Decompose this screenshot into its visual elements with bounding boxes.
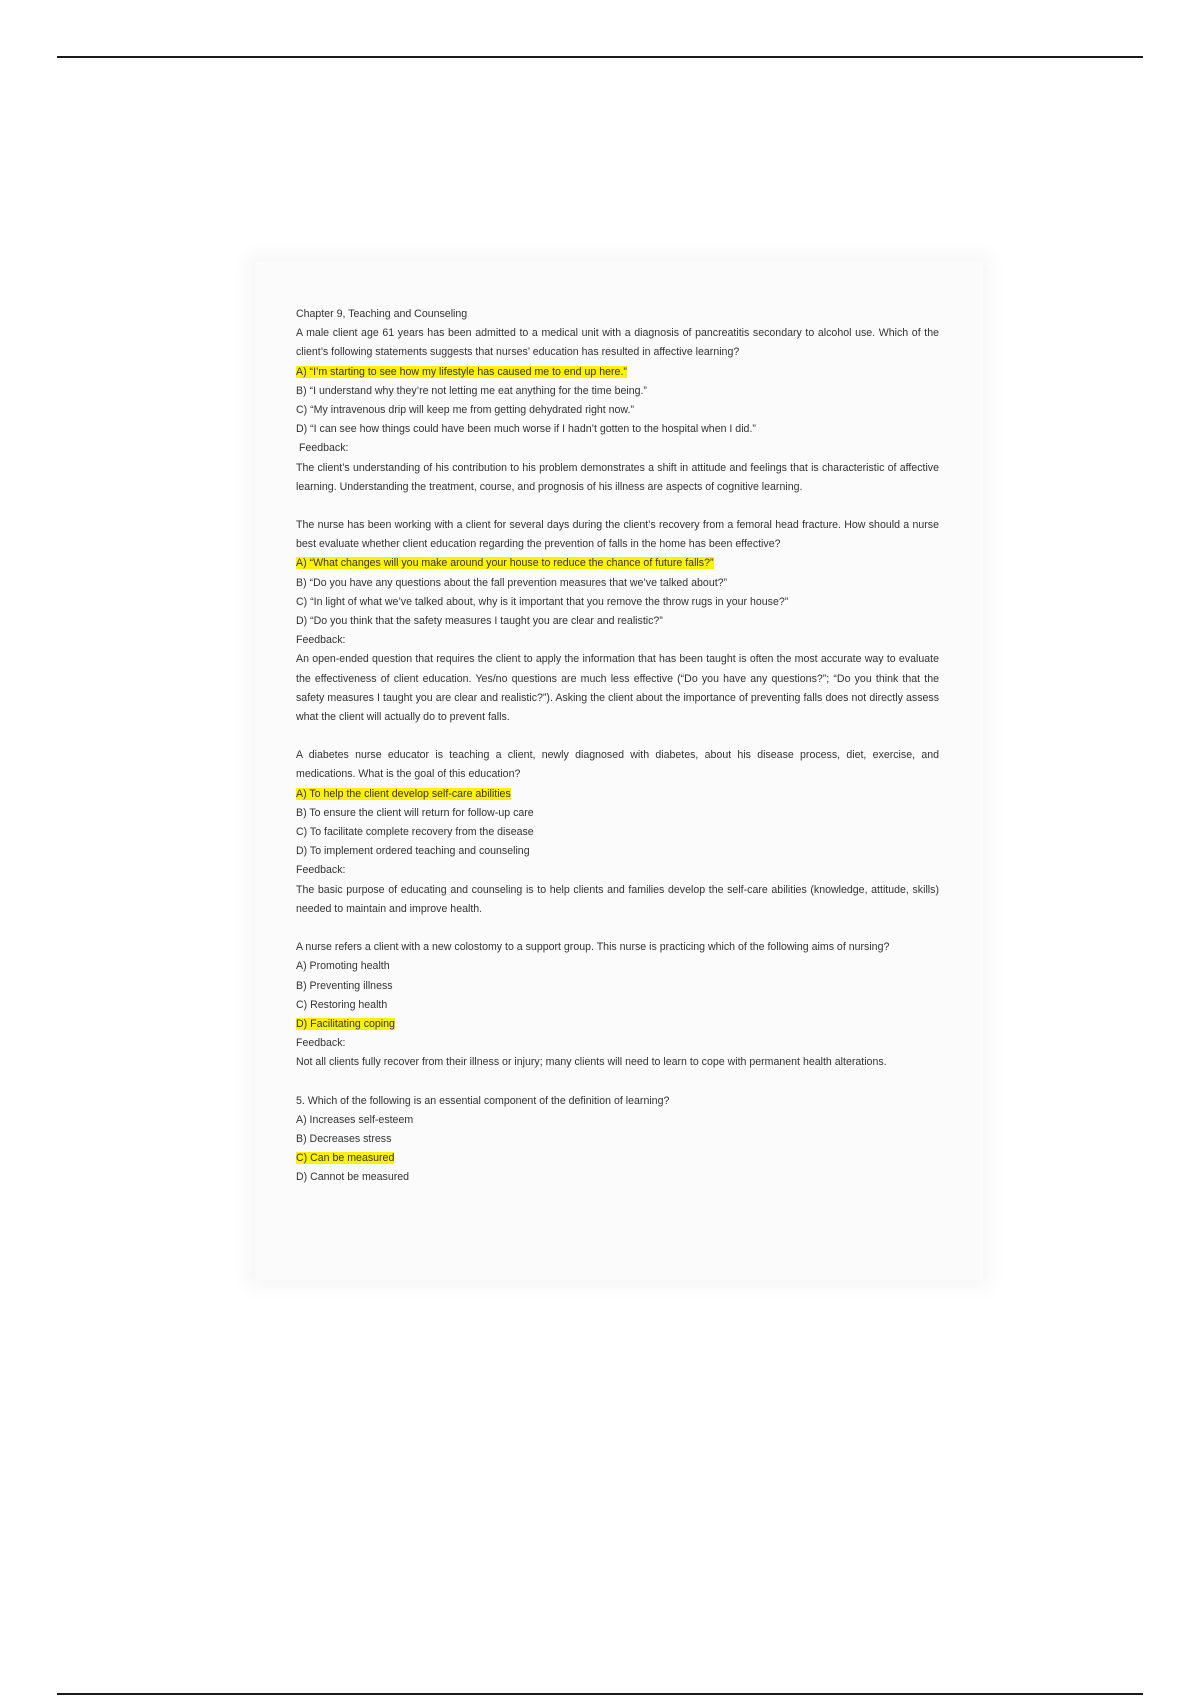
question-3-option-a-correct: A) To help the client develop self-care abilities [296,787,511,800]
question-5 [296,1092,939,1188]
question-2-feedback: An open-ended question that requires the client to apply the information that has been taught is often the most accurate way to evaluate the effectiveness of client education. Yes/no questions are much less effective (“Do you have any questions?”; “Do you think that the safety measures I taught you are clear and realistic?”). Asking the client about the importance of preventing falls does not directly assess what the client will actually do to prevent falls. [296,653,939,724]
question-4 [296,938,939,1072]
question-1-option-d: D) “I can see how things could have been much worse if I hadn’t gotten to the hospital when I did.” [296,423,756,436]
chapter-title: Chapter 9, Teaching and Counseling [296,308,468,320]
question-3-option-c: C) To facilitate complete recovery from the disease [296,826,534,839]
question-5-option-c-correct: C) Can be measured [296,1152,395,1165]
page-bottom-rule [57,1693,1143,1695]
question-5-option-d: D) Cannot be measured [296,1171,410,1184]
page-top-rule [57,56,1143,58]
question-1-feedback: The client’s understanding of his contribution to his problem demonstrates a shift in attitude and feelings that is characteristic of affective learning. Understanding the treatment, course, and prognosis of his illness are aspects of cognitive learning. [296,461,939,493]
question-5-option-a: A) Increases self-esteem [296,1113,414,1126]
question-5-option-b: B) Decreases stress [296,1132,392,1145]
question-2-option-a-correct: A) “What changes will you make around your house to reduce the chance of future falls?” [296,557,714,570]
question-4-option-d-correct: D) Facilitating coping [296,1017,395,1030]
question-1-option-b: B) “I understand why they’re not letting me eat anything for the time being.” [296,384,647,397]
question-1-stem: A male client age 61 years has been admitted to a medical unit with a diagnosis of pancreatitis secondary to alcohol use. Which of the client’s following statements suggests that nurses’ education has resulted in affective learning? [296,327,939,359]
question-3-option-d: D) To implement ordered teaching and counseling [296,845,530,858]
question-1-option-a-correct: A) “I’m starting to see how my lifestyle has caused me to end up here.” [296,365,627,378]
question-2-option-c: C) “In light of what we’ve talked about, why is it important that you remove the throw rugs in your house?” [296,595,789,608]
question-1-option-c: C) “My intravenous drip will keep me from getting dehydrated right now.” [296,404,634,417]
question-1-feedback-label: Feedback: [299,442,349,455]
question-2-option-d: D) “Do you think that the safety measures I taught you are clear and realistic?” [296,615,663,628]
question-2 [296,516,939,727]
question-3-feedback-label: Feedback: [296,864,346,877]
question-3-option-b: B) To ensure the client will return for follow-up care [296,806,534,819]
question-5-stem: 5. Which of the following is an essential component of the definition of learning? [296,1094,670,1107]
question-4-option-b: B) Preventing illness [296,979,393,992]
question-4-option-c: C) Restoring health [296,998,388,1011]
question-1 [296,324,939,497]
question-4-stem: A nurse refers a client with a new colostomy to a support group. This nurse is practicing which of the following aims of nursing? [296,941,890,954]
document-body [296,305,939,1188]
question-2-option-b: B) “Do you have any questions about the fall prevention measures that we’ve talked about?” [296,576,728,589]
question-2-feedback-label: Feedback: [296,634,346,647]
question-4-option-a: A) Promoting health [296,960,390,973]
question-2-stem: The nurse has been working with a client for several days during the client’s recovery from a femoral head fracture. How should a nurse best evaluate whether client education regarding the prevention of falls in the home has been effective? [296,519,939,551]
question-4-feedback: Not all clients fully recover from their illness or injury; many clients will need to learn to cope with permanent health alterations. [296,1056,887,1069]
question-3-stem: A diabetes nurse educator is teaching a client, newly diagnosed with diabetes, about his disease process, diet, exercise, and medications. What is the goal of this education? [296,749,939,781]
question-4-feedback-label: Feedback: [296,1037,346,1050]
question-3-feedback: The basic purpose of educating and counseling is to help clients and families develop the self-care abilities (knowledge, attitude, skills) needed to maintain and improve health. [296,883,939,915]
question-3 [296,746,939,919]
